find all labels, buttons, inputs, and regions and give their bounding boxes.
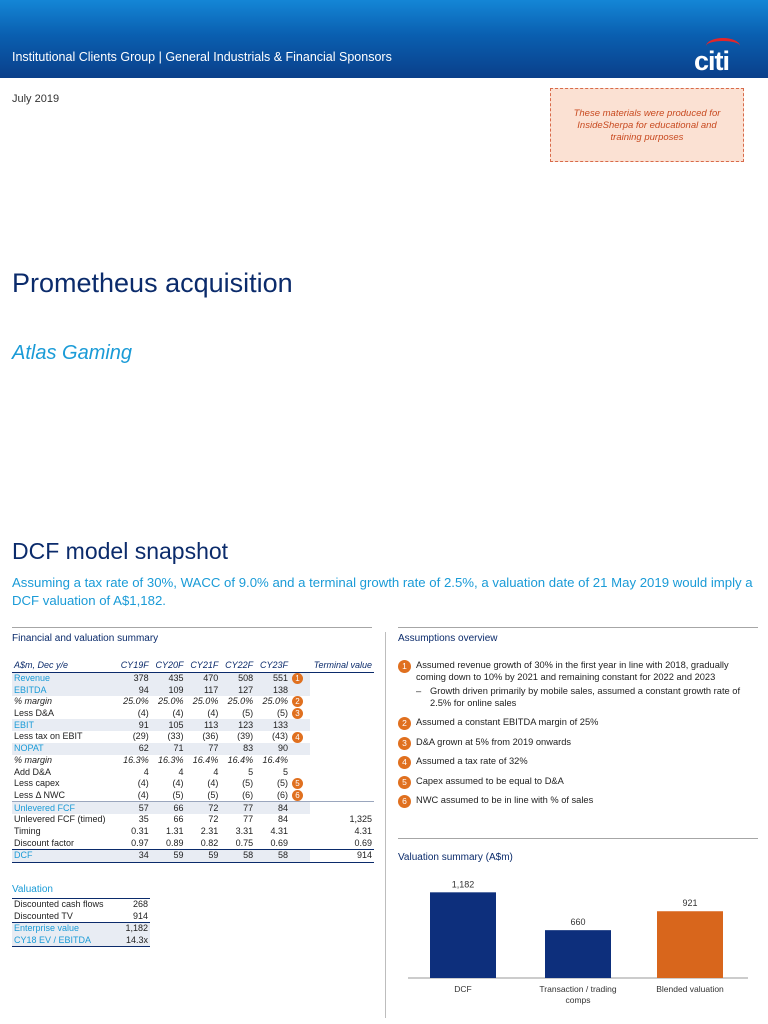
table-cell: 2.31 — [200, 825, 219, 836]
assumption-number-badge: 2 — [398, 717, 411, 730]
valuation-row — [12, 935, 150, 947]
note-badge: 3 — [292, 708, 303, 719]
table-cell: (4) — [207, 708, 219, 719]
table-cell: 59 — [186, 850, 221, 863]
valuation-value: 14.3x — [120, 935, 151, 947]
table-cell: 77 — [186, 743, 221, 755]
table-cell: 16.4% — [192, 754, 219, 765]
column-header: Terminal value — [310, 660, 374, 672]
assumption-item — [398, 795, 758, 807]
assumption-text: NWC assumed to be in line with % of sales — [416, 795, 594, 805]
assumption-item — [398, 660, 758, 683]
note-marker-cell — [290, 755, 310, 767]
assumption-text: Assumed a tax rate of 32% — [416, 756, 528, 766]
table-cell: 378 — [116, 672, 151, 684]
row-label: EBITDA — [12, 684, 116, 696]
valuation-value: 914 — [132, 910, 148, 921]
table-cell: (5) — [172, 789, 184, 800]
valuation-row — [12, 899, 150, 911]
table-cell: 34 — [116, 850, 151, 863]
column-header: CY21F — [186, 660, 221, 672]
disclaimer-box: These materials were produced for InsideSherpa for educational and training purposes — [550, 88, 744, 162]
section-summary: Assuming a tax rate of 30%, WACC of 9.0% and a terminal growth rate of 2.5%, a valuation date of 21 May 2019 would imply a DCF valuation of A$1,182. — [12, 575, 753, 608]
assumption-number-badge: 3 — [398, 737, 411, 750]
terminal-value-cell — [310, 672, 374, 684]
table-row — [12, 731, 374, 743]
chart-category-label: Transaction / trading comps — [539, 984, 617, 1005]
table-row — [12, 837, 374, 849]
table-cell: 133 — [255, 719, 290, 731]
table-cell: 77 — [220, 802, 255, 814]
assumption-text: D&A grown at 5% from 2019 onwards — [416, 736, 572, 747]
table-cell: 16.3% — [157, 754, 184, 765]
assumption-text: Assumed a constant EBITDA margin of 25% — [416, 717, 599, 727]
row-label: % margin — [14, 696, 53, 707]
table-cell: 117 — [186, 684, 221, 696]
terminal-value-cell — [310, 790, 374, 802]
note-marker-cell — [290, 719, 310, 731]
table-cell: 0.97 — [131, 837, 149, 848]
header-band — [0, 0, 768, 78]
note-marker-cell — [290, 837, 310, 849]
table-cell: 3.31 — [235, 825, 254, 836]
table-cell: 4 — [213, 766, 219, 777]
table-cell: 508 — [220, 672, 255, 684]
column-header: A$m, Dec y/e — [12, 660, 116, 672]
division-title: Institutional Clients Group | General Industrials & Financial Sponsors — [12, 50, 392, 64]
table-cell: 4 — [178, 766, 184, 777]
table-cell: 57 — [116, 802, 151, 814]
terminal-value-cell — [310, 684, 374, 696]
terminal-value-cell — [310, 778, 374, 790]
table-cell: 123 — [220, 719, 255, 731]
chart-bar — [657, 911, 723, 978]
note-marker-cell — [290, 672, 310, 684]
table-cell: 4.31 — [270, 825, 288, 836]
table-cell: (4) — [137, 708, 149, 719]
row-label: Less D&A — [14, 708, 55, 719]
note-marker-cell — [290, 802, 310, 814]
valuation-label: Discounted cash flows — [12, 899, 120, 911]
table-cell: 0.75 — [235, 837, 254, 848]
terminal-value-cell — [310, 731, 374, 743]
table-cell: 72 — [186, 802, 221, 814]
table-cell: 109 — [151, 684, 186, 696]
terminal-value-cell — [310, 696, 374, 708]
table-cell: (5) — [242, 778, 254, 789]
assumptions-list — [398, 660, 758, 815]
chart-data-label: 921 — [682, 898, 698, 909]
table-cell: 113 — [186, 719, 221, 731]
valuation-label: Enterprise value — [12, 923, 120, 935]
table-cell: 25.0% — [262, 696, 288, 707]
financial-table-body — [12, 672, 374, 862]
table-cell: (5) — [207, 789, 219, 800]
table-row — [12, 766, 374, 778]
table-cell: (39) — [237, 731, 254, 742]
table-cell: 90 — [255, 743, 290, 755]
terminal-value-cell — [310, 766, 374, 778]
table-cell: 35 — [138, 814, 149, 825]
table-cell: 77 — [243, 814, 254, 825]
dash-bullet-icon: – — [416, 686, 422, 696]
chart-data-label: 660 — [570, 917, 586, 928]
chart-bar — [430, 892, 496, 978]
note-marker-cell — [290, 778, 310, 790]
table-cell: 16.4% — [227, 754, 254, 765]
document-date: July 2019 — [12, 93, 60, 105]
table-cell: 62 — [116, 743, 151, 755]
terminal-value-cell — [310, 719, 374, 731]
note-marker-cell — [290, 684, 310, 696]
table-cell: 5 — [282, 766, 288, 777]
column-divider — [385, 632, 386, 1018]
note-marker-cell — [290, 731, 310, 743]
table-cell: 0.82 — [200, 837, 219, 848]
table-cell: (5) — [242, 708, 254, 719]
valuation-bar-chart — [398, 868, 758, 1018]
table-row — [12, 850, 374, 863]
table-cell: 16.3% — [123, 754, 149, 765]
assumption-subitem-text: Growth driven primarily by mobile sales, assumed a constant growth rate of 2.5% for online sales — [430, 686, 741, 708]
note-badge: 5 — [292, 778, 303, 789]
assumption-item — [398, 737, 758, 749]
table-cell: 72 — [208, 814, 219, 825]
table-row — [12, 802, 374, 814]
row-label: Add D&A — [14, 766, 52, 777]
table-row — [12, 696, 374, 708]
financial-table — [12, 660, 374, 863]
note-marker-cell — [290, 766, 310, 778]
assumption-item — [398, 756, 758, 768]
table-cell: 16.4% — [262, 754, 288, 765]
table-cell: (6) — [277, 789, 288, 800]
assumption-text: Assumed revenue growth of 30% in the first year in line with 2018, gradually coming down to 10% by 2021 and remaining constant for 2022 and 2023 — [416, 660, 729, 682]
citi-logo — [692, 38, 752, 76]
table-cell: 435 — [151, 672, 186, 684]
assumption-item — [398, 776, 758, 788]
table-cell: (43) — [271, 731, 288, 742]
note-badge: 2 — [292, 696, 303, 707]
table-cell: 1.31 — [165, 825, 184, 836]
table-cell: 470 — [186, 672, 221, 684]
table-row — [12, 743, 374, 755]
column-header: CY20F — [151, 660, 186, 672]
terminal-value-cell — [310, 743, 374, 755]
terminal-value-cell — [310, 708, 374, 720]
table-cell: (36) — [202, 731, 219, 742]
row-label: Revenue — [12, 672, 116, 684]
table-cell: 84 — [255, 802, 290, 814]
table-cell: 551 — [255, 672, 290, 684]
divider-right — [398, 627, 758, 628]
assumption-number-badge: 1 — [398, 660, 411, 673]
table-cell: 66 — [173, 814, 184, 825]
note-marker-cell — [290, 743, 310, 755]
table-cell: (4) — [172, 778, 184, 789]
table-cell: 25.0% — [192, 696, 219, 707]
assumption-number-badge: 6 — [398, 795, 411, 808]
note-badge: 1 — [292, 673, 303, 684]
table-cell: 0.69 — [270, 837, 288, 848]
note-badge: 6 — [292, 790, 303, 801]
row-label: Less Δ NWC — [14, 789, 66, 800]
table-cell: 138 — [255, 684, 290, 696]
table-cell: 105 — [151, 719, 186, 731]
chart-category-label: Blended valuation — [656, 984, 724, 994]
table-cell: 94 — [116, 684, 151, 696]
table-cell: 84 — [277, 814, 288, 825]
chart-title: Valuation summary (A$m) — [398, 852, 513, 863]
note-marker-cell — [290, 696, 310, 708]
note-marker-cell — [290, 790, 310, 802]
terminal-value-cell: 0.69 — [354, 837, 372, 848]
table-cell: (33) — [167, 731, 184, 742]
table-row — [12, 684, 374, 696]
assumption-number-badge: 4 — [398, 756, 411, 769]
badge-column-header — [290, 660, 310, 672]
chart-data-label: 1,182 — [451, 879, 475, 890]
row-label: Unlevered FCF (timed) — [14, 814, 106, 825]
table-cell: 0.31 — [131, 825, 149, 836]
note-marker-cell — [290, 708, 310, 720]
note-marker-cell — [290, 850, 310, 863]
table-cell: 25.0% — [227, 696, 254, 707]
table-cell: 58 — [220, 850, 255, 863]
table-row — [12, 708, 374, 720]
table-cell: 58 — [255, 850, 290, 863]
table-row — [12, 814, 374, 826]
row-label: DCF — [12, 850, 116, 863]
note-marker-cell — [290, 826, 310, 838]
column-header: CY19F — [116, 660, 151, 672]
valuation-heading: Valuation — [12, 884, 53, 895]
chart-bar — [545, 930, 611, 978]
row-label: EBIT — [12, 719, 116, 731]
note-marker-cell — [290, 814, 310, 826]
page-subtitle: Atlas Gaming — [12, 342, 133, 364]
table-cell: 127 — [220, 684, 255, 696]
table-cell: 59 — [151, 850, 186, 863]
table-cell: (4) — [137, 778, 149, 789]
table-cell: 71 — [151, 743, 186, 755]
table-cell: (4) — [172, 708, 184, 719]
assumptions-heading: Assumptions overview — [398, 633, 498, 644]
page-title: Prometheus acquisition — [12, 268, 293, 298]
table-cell: 4 — [143, 766, 149, 777]
valuation-value: 268 — [120, 899, 151, 911]
table-cell: 25.0% — [157, 696, 184, 707]
table-row — [12, 778, 374, 790]
table-cell: 0.89 — [165, 837, 184, 848]
table-cell: (5) — [277, 778, 288, 789]
table-cell: 83 — [220, 743, 255, 755]
assumption-item — [398, 717, 758, 729]
chart-category-label: DCF — [454, 984, 472, 994]
financial-heading: Financial and valuation summary — [12, 633, 159, 644]
table-cell: (6) — [242, 789, 254, 800]
terminal-value-cell: 914 — [310, 850, 374, 863]
table-cell: 25.0% — [123, 696, 149, 707]
column-header: CY22F — [220, 660, 255, 672]
table-row — [12, 719, 374, 731]
row-label: NOPAT — [12, 743, 116, 755]
divider-chart — [398, 838, 758, 839]
assumption-subitem — [398, 686, 758, 709]
table-cell: (29) — [132, 731, 149, 742]
table-cell: (4) — [207, 778, 219, 789]
terminal-value-cell — [310, 755, 374, 767]
valuation-value: 1,182 — [120, 923, 151, 935]
valuation-label: CY18 EV / EBITDA — [12, 935, 120, 947]
row-label: Discount factor — [14, 837, 75, 848]
table-row — [12, 755, 374, 767]
terminal-value-cell — [310, 802, 374, 814]
table-row — [12, 672, 374, 684]
table-row — [12, 826, 374, 838]
assumption-number-badge: 5 — [398, 776, 411, 789]
citi-logo-text: citi — [694, 46, 730, 76]
note-badge: 4 — [292, 732, 303, 743]
table-cell: (5) — [277, 708, 288, 719]
column-header: CY23F — [255, 660, 290, 672]
table-row — [12, 790, 374, 802]
row-label: Timing — [14, 825, 41, 836]
valuation-row — [12, 923, 150, 935]
row-label: % margin — [14, 754, 53, 765]
valuation-row — [12, 911, 150, 923]
table-cell: 5 — [248, 766, 254, 777]
table-cell: 91 — [116, 719, 151, 731]
row-label: Unlevered FCF — [12, 802, 116, 814]
section-title: DCF model snapshot — [12, 538, 229, 564]
assumption-text: Capex assumed to be equal to D&A — [416, 775, 564, 786]
row-label: Less capex — [14, 778, 60, 789]
terminal-value-cell: 1,325 — [349, 814, 372, 825]
divider-left — [12, 627, 372, 628]
terminal-value-cell: 4.31 — [354, 825, 372, 836]
valuation-label: Discounted TV — [14, 910, 73, 921]
valuation-table — [12, 898, 150, 947]
table-cell: 66 — [151, 802, 186, 814]
table-cell: (4) — [137, 789, 149, 800]
row-label: Less tax on EBIT — [14, 731, 83, 742]
financial-table-header — [12, 660, 374, 672]
